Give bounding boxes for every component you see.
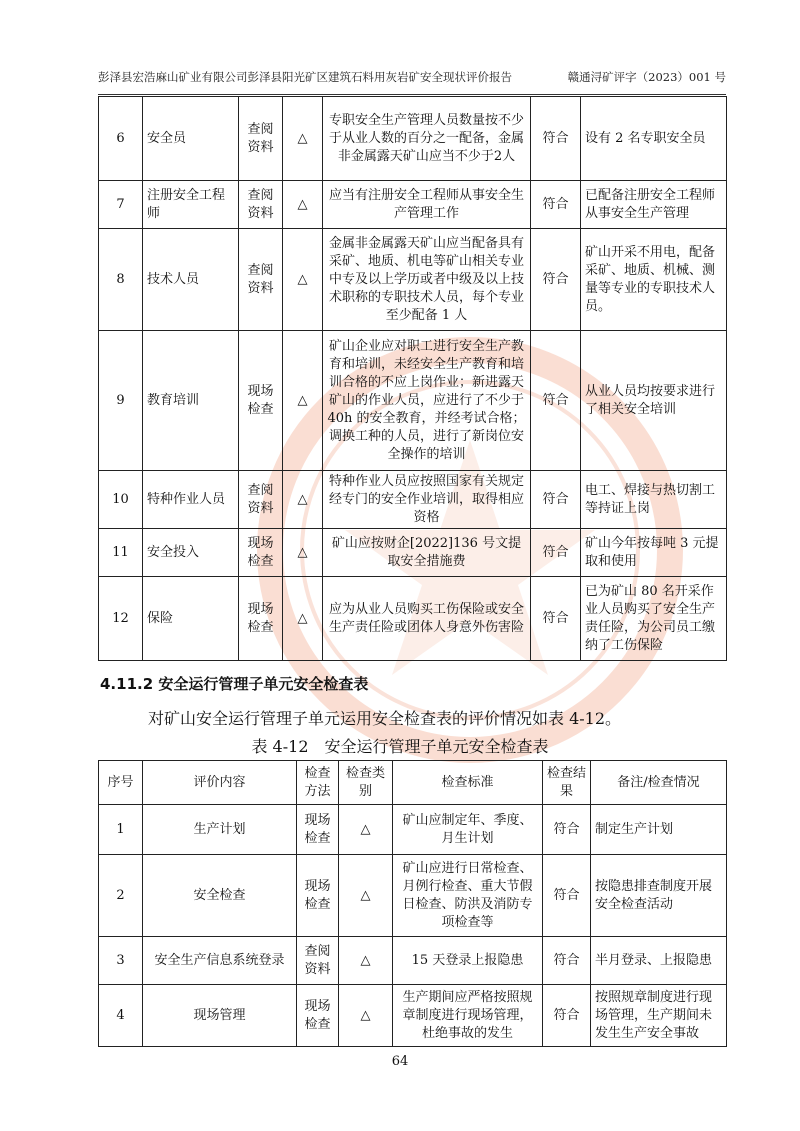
check-category: △	[283, 577, 323, 661]
check-result: 符合	[531, 181, 581, 229]
table-row	[99, 805, 727, 855]
check-result: 符合	[531, 577, 581, 661]
evaluation-item: 特种作业人员	[143, 471, 239, 529]
check-category: △	[283, 181, 323, 229]
check-note: 已配备注册安全工程师从事安全生产管理	[581, 181, 727, 229]
check-note: 按照规章制度进行现场管理，生产期间未发生生产安全事故	[591, 985, 727, 1047]
check-category: △	[339, 805, 393, 855]
row-number: 7	[99, 181, 143, 229]
row-number: 8	[99, 229, 143, 331]
check-result: 符合	[531, 331, 581, 471]
table-row	[99, 331, 727, 471]
col-header-method: 检查方法	[297, 761, 339, 805]
table-header-row	[99, 761, 727, 805]
row-number: 9	[99, 331, 143, 471]
check-method: 查阅资料	[239, 471, 283, 529]
evaluation-item: 安全生产信息系统登录	[143, 937, 297, 985]
table-row	[99, 471, 727, 529]
check-category: △	[283, 471, 323, 529]
table-caption: 表 4-12 安全运行管理子单元安全检查表	[251, 737, 549, 756]
evaluation-item: 安全投入	[143, 529, 239, 577]
evaluation-item: 技术人员	[143, 229, 239, 331]
check-result: 符合	[531, 229, 581, 331]
check-standard: 专职安全生产管理人员数量按不少于从业人数的百分之一配备，金属非金属露天矿山应当不少于2人	[323, 97, 531, 181]
check-method: 查阅资料	[239, 181, 283, 229]
row-number: 1	[99, 805, 143, 855]
col-header-standard: 检查标准	[393, 761, 543, 805]
col-header-result: 检查结果	[543, 761, 591, 805]
check-result: 符合	[531, 471, 581, 529]
col-header-item: 评价内容	[143, 761, 297, 805]
check-category: △	[283, 229, 323, 331]
check-method: 查阅资料	[239, 97, 283, 181]
check-method: 查阅资料	[239, 229, 283, 331]
row-number: 2	[99, 855, 143, 937]
page-header	[98, 70, 726, 95]
check-standard: 应当有注册安全工程师从事安全生产管理工作	[323, 181, 531, 229]
row-number: 11	[99, 529, 143, 577]
check-note: 按隐患排查制度开展安全检查活动	[591, 855, 727, 937]
check-category: △	[283, 97, 323, 181]
table-row	[99, 577, 727, 661]
check-standard: 矿山应进行日常检查、月例行检查、重大节假日检查、防洪及消防专项检查等	[393, 855, 543, 937]
header-report-title: 彭泽县宏浩麻山矿业有限公司彭泽县阳光矿区建筑石料用灰岩矿安全现状评价报告	[98, 70, 512, 84]
col-header-note: 备注/检查情况	[591, 761, 727, 805]
check-result: 符合	[531, 529, 581, 577]
row-number: 4	[99, 985, 143, 1047]
check-category: △	[283, 529, 323, 577]
check-standard: 矿山应制定年、季度、月生计划	[393, 805, 543, 855]
check-note: 矿山开采不用电，配备采矿、地质、机械、测量等专业的专职技术人员。	[581, 229, 727, 331]
check-category: △	[339, 937, 393, 985]
operation-management-checklist-table	[98, 760, 727, 1047]
check-result: 符合	[543, 805, 591, 855]
check-result: 符合	[531, 97, 581, 181]
table-row	[99, 985, 727, 1047]
table-row	[99, 229, 727, 331]
evaluation-item: 生产计划	[143, 805, 297, 855]
col-header-no: 序号	[99, 761, 143, 805]
check-note: 已为矿山 80 名开采作业人员购买了安全生产责任险，为公司员工缴纳了工伤保险	[581, 577, 727, 661]
check-standard: 生产期间应严格按照规章制度进行现场管理，杜绝事故的发生	[393, 985, 543, 1047]
check-category: △	[339, 985, 393, 1047]
row-number: 12	[99, 577, 143, 661]
evaluation-item: 保险	[143, 577, 239, 661]
evaluation-item: 安全检查	[143, 855, 297, 937]
check-standard: 矿山企业应对职工进行安全生产教育和培训，未经安全生产教育和培训合格的不应上岗作业；新进露天矿山的作业人员，应进行了不少于 40h 的安全教育，并经考试合格；调换工种的人员，进行了新岗位安全操作的培训	[323, 331, 531, 471]
section-heading: 4.11.2 安全运行管理子单元安全检查表	[100, 675, 369, 693]
header-doc-number: 赣通浔矿评字（2023）001 号	[567, 70, 726, 84]
evaluation-item: 教育培训	[143, 331, 239, 471]
check-method: 现场检查	[239, 529, 283, 577]
check-category: △	[283, 331, 323, 471]
evaluation-item: 安全员	[143, 97, 239, 181]
check-method: 查阅资料	[297, 937, 339, 985]
check-result: 符合	[543, 985, 591, 1047]
table-row	[99, 855, 727, 937]
page-number: 64	[391, 1054, 409, 1069]
table-row	[99, 529, 727, 577]
check-standard: 矿山应按财企[2022]136 号文提取安全措施费	[323, 529, 531, 577]
check-method: 现场检查	[297, 855, 339, 937]
evaluation-item: 注册安全工程师	[143, 181, 239, 229]
check-note: 设有 2 名专职安全员	[581, 97, 727, 181]
table-row	[99, 937, 727, 985]
check-note: 矿山今年按每吨 3 元提取和使用	[581, 529, 727, 577]
check-category: △	[339, 855, 393, 937]
check-method: 现场检查	[239, 577, 283, 661]
table-row	[99, 97, 727, 181]
check-result: 符合	[543, 855, 591, 937]
row-number: 6	[99, 97, 143, 181]
check-result: 符合	[543, 937, 591, 985]
check-method: 现场检查	[297, 805, 339, 855]
check-note: 制定生产计划	[591, 805, 727, 855]
row-number: 3	[99, 937, 143, 985]
check-standard: 特种作业人员应按照国家有关规定经专门的安全作业培训，取得相应资格	[323, 471, 531, 529]
check-note: 电工、焊接与热切割工等持证上岗	[581, 471, 727, 529]
evaluation-item: 现场管理	[143, 985, 297, 1047]
col-header-category: 检查类别	[339, 761, 393, 805]
check-method: 现场检查	[297, 985, 339, 1047]
check-method: 现场检查	[239, 331, 283, 471]
check-standard: 15 天登录上报隐患	[393, 937, 543, 985]
checklist-table-continued	[98, 96, 727, 661]
table-row	[99, 181, 727, 229]
row-number: 10	[99, 471, 143, 529]
intro-paragraph: 对矿山安全运行管理子单元运用安全检查表的评价情况如表 4-12。	[148, 709, 622, 728]
check-note: 从业人员均按要求进行了相关安全培训	[581, 331, 727, 471]
check-standard: 金属非金属露天矿山应当配备具有采矿、地质、机电等矿山相关专业中专及以上学历或者中级及以上技术职称的专职技术人员，每个专业至少配备 1 人	[323, 229, 531, 331]
check-note: 半月登录、上报隐患	[591, 937, 727, 985]
check-standard: 应为从业人员购买工伤保险或安全生产责任险或团体人身意外伤害险	[323, 577, 531, 661]
